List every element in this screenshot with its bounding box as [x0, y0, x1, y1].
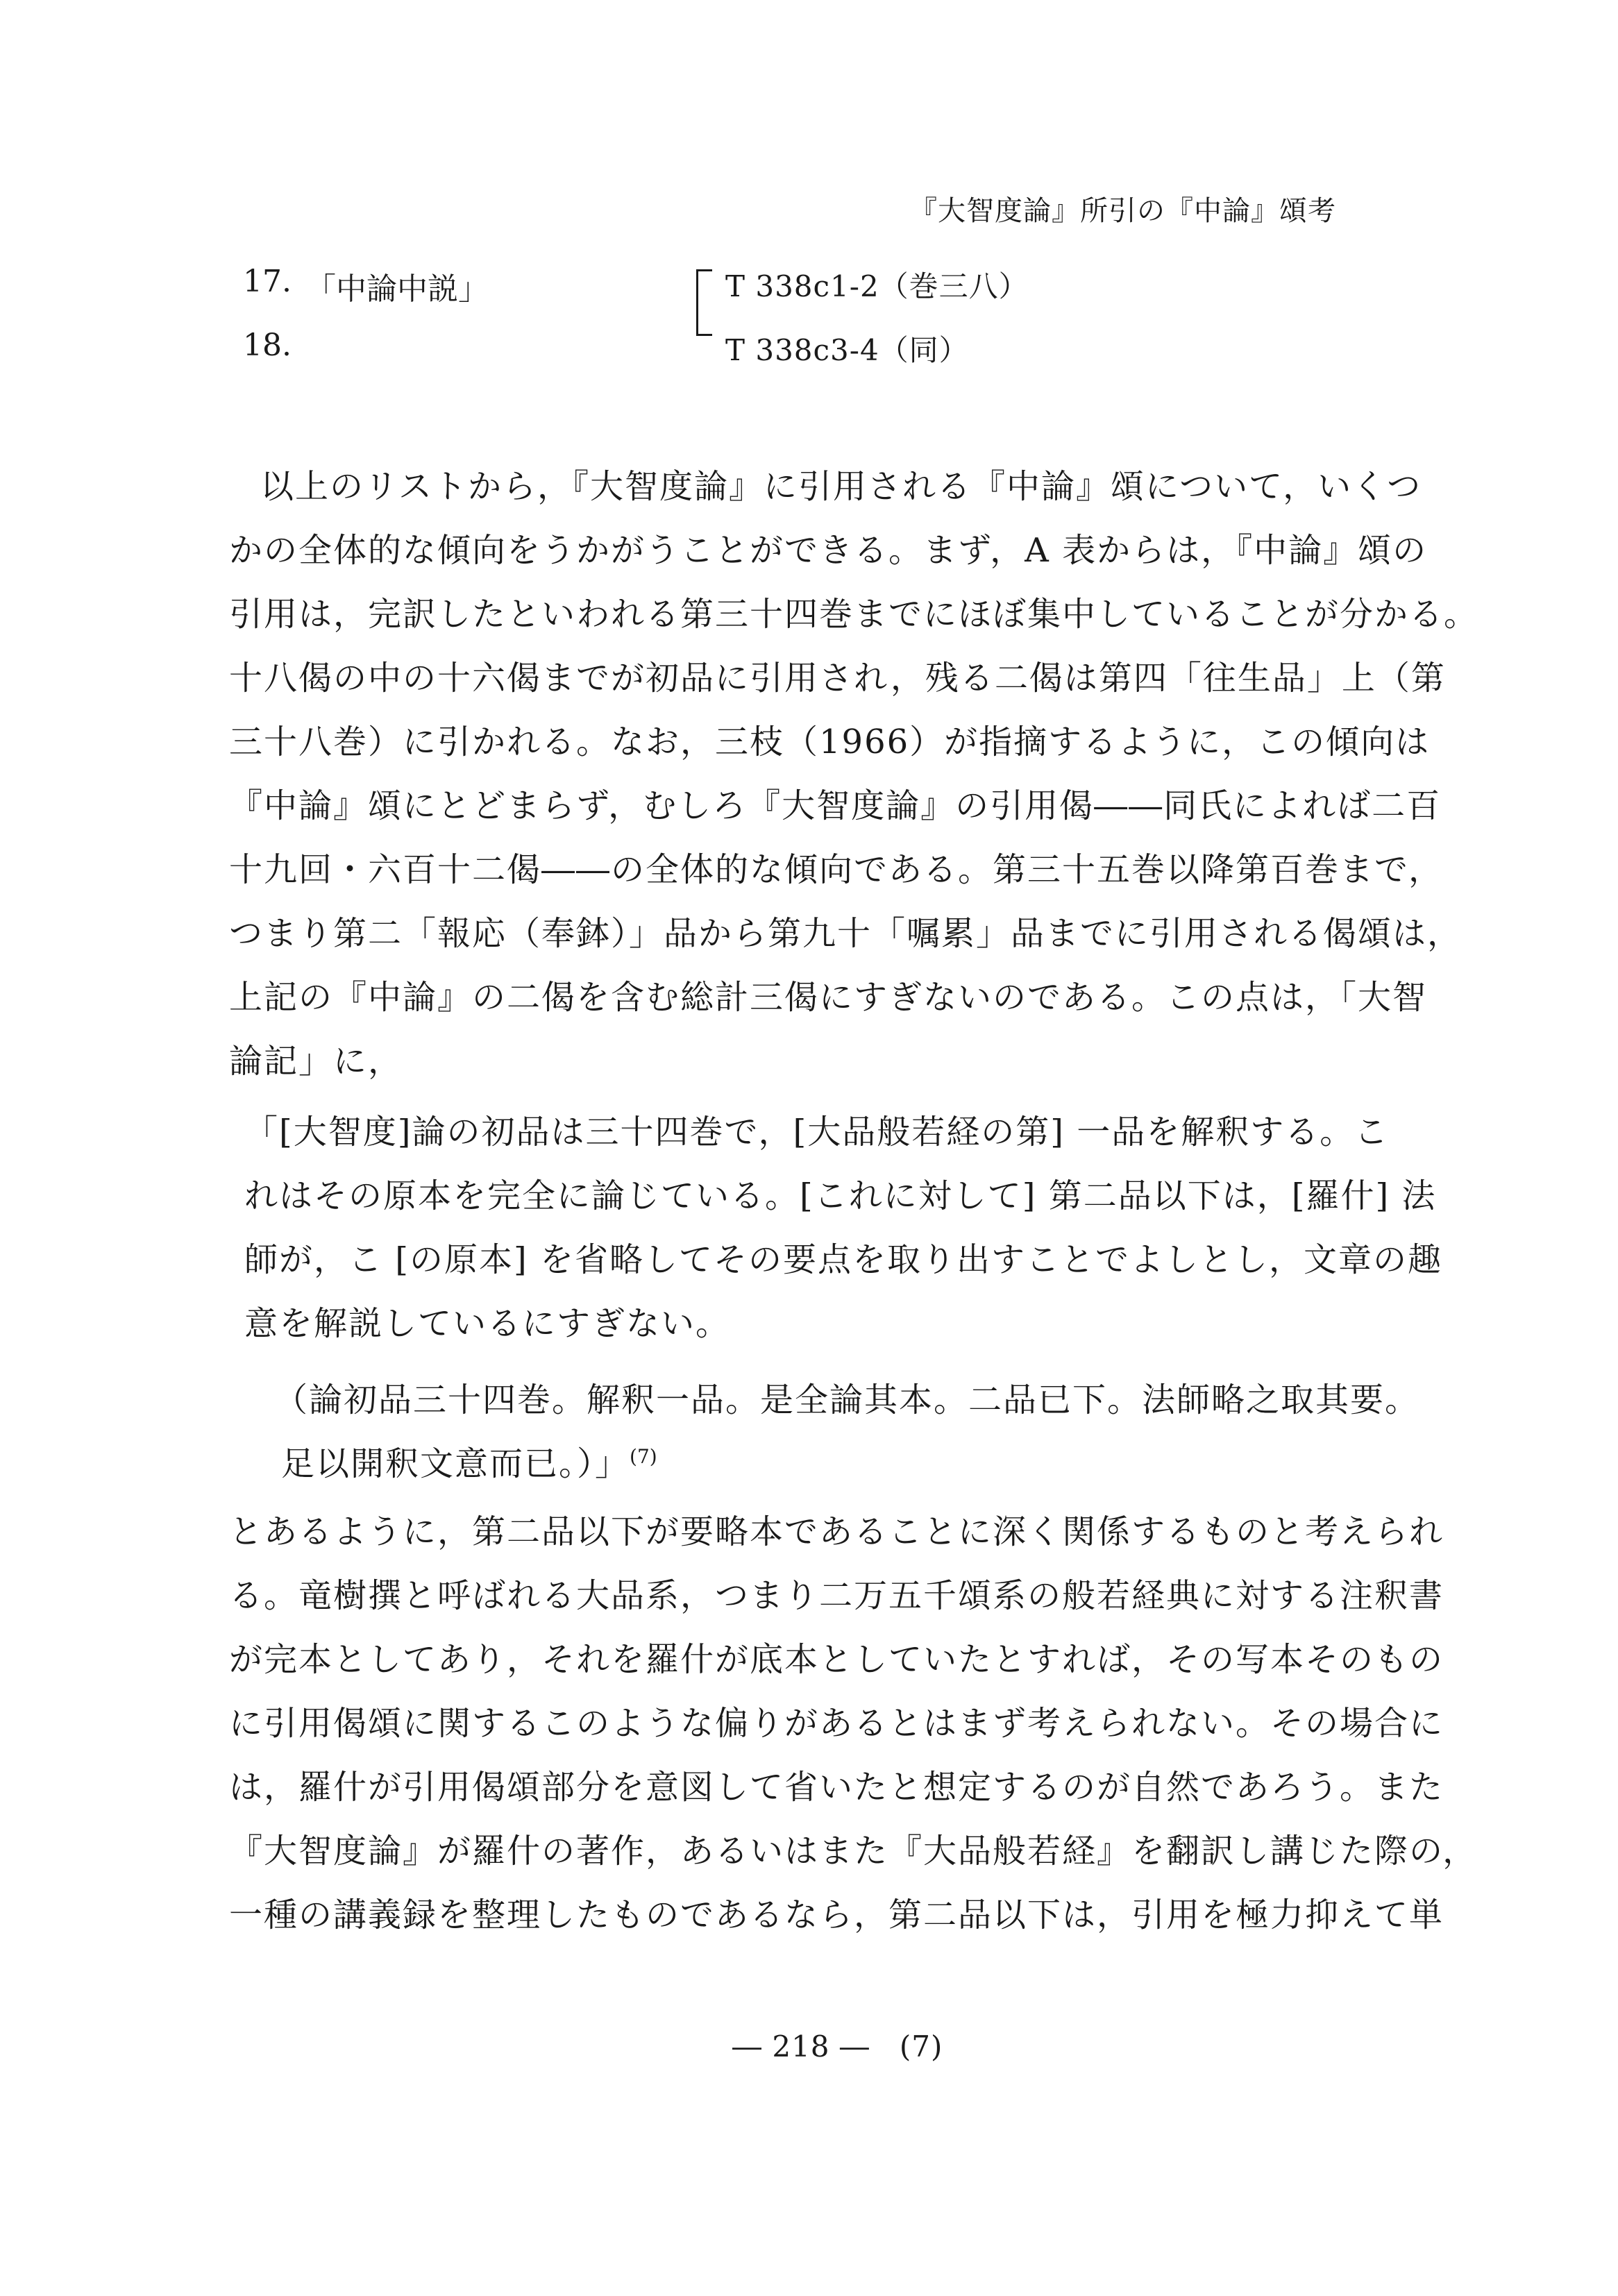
paragraph-line: 三十八巻）に引かれる。なお，三枝（1966）が指摘するように，この傾向は [229, 723, 1431, 761]
paragraph-line: 以上のリストから，『大智度論』に引用される『中論』頌について，いくつ [260, 467, 1422, 506]
reference-citation: T 338c1-2（巻三八） [725, 269, 1029, 303]
paragraph-line: 引用は，完訳したといわれる第三十四巻までにほぼ集中していることが分かる。 [229, 595, 1479, 634]
reference-label: 「中論中説」 [305, 271, 489, 307]
paragraph-line: かの全体的な傾向をうかがうことができる。まず，A 表からは，『中論』頌の [229, 531, 1428, 570]
paragraph-line: つまり第二「報応（奉鉢）」品から第九十「嘱累」品までに引用される偈頌は， [229, 914, 1463, 953]
original-text-line: （論初品三十四巻。解釈一品。是全論其本。二品已下。法師略之取其要。 [274, 1381, 1420, 1419]
original-text-body: 足以開釈文意而已。）」 [281, 1444, 630, 1483]
paragraph-line: 十九回・六百十二偈――の全体的な傾向である。第三十五巻以降第百巻まで， [229, 850, 1444, 889]
original-text-line [281, 1437, 657, 1485]
running-head: 『大智度論』所引の『中論』頌考 [909, 195, 1336, 227]
paragraph-line: とあるように，第二品以下が要略本であることに深く関係するものと考えられ [229, 1512, 1444, 1551]
paragraph-line: る。竜樹撰と呼ばれる大品系，つまり二万五千頌系の般若経典に対する注釈書 [229, 1576, 1444, 1615]
footnote-marker: (7) [630, 1445, 657, 1468]
paragraph-line: 論記」に， [229, 1042, 403, 1081]
paragraph-line: 『中論』頌にとどまらず，むしろ『大智度論』の引用偈――同氏によれば二百 [229, 786, 1442, 825]
paragraph-line: 『大智度論』が羅什の著作，あるいはまた『大品般若経』を翻訳し講じた際の， [229, 1832, 1478, 1871]
reference-number: 17. [243, 264, 292, 299]
quotation-line: 意を解説しているにすぎない。 [244, 1304, 731, 1343]
quotation-line: 「[大智度]論の初品は三十四巻で，[大品般若経の第] 一品を解釈する。こ [244, 1113, 1390, 1151]
reference-citation: T 338c3-4（同） [725, 333, 969, 367]
reference-number: 18. [243, 328, 292, 363]
reference-bracket [696, 269, 714, 336]
paragraph-line: が完本としてあり，それを羅什が底本としていたとすれば，その写本そのもの [229, 1640, 1444, 1679]
paragraph-line: 十八偈の中の十六偈までが初品に引用され，残る二偈は第四「往生品」上（第 [229, 659, 1446, 698]
paragraph-line: に引用偈頌に関するこのような偏りがあるとはまず考えられない。その場合に [229, 1704, 1444, 1743]
paragraph-line: は，羅什が引用偈頌部分を意図して省いたと想定するのが自然であろう。また [229, 1768, 1444, 1807]
page-number: ― 218 ― (7) [732, 2029, 943, 2063]
quotation-line: れはその原本を完全に論じている。[これに対して] 第二品以下は，[羅什] 法 [244, 1176, 1437, 1215]
paragraph-line: 一種の講義録を整理したものであるなら，第二品以下は，引用を極力抑えて単 [229, 1896, 1444, 1934]
quotation-line: 師が，こ [の原本] を省略してその要点を取り出すことでよしとし，文章の趣 [244, 1240, 1442, 1279]
paragraph-line: 上記の『中論』の二偈を含む総計三偈にすぎないのである。この点は，「大智 [229, 978, 1428, 1017]
